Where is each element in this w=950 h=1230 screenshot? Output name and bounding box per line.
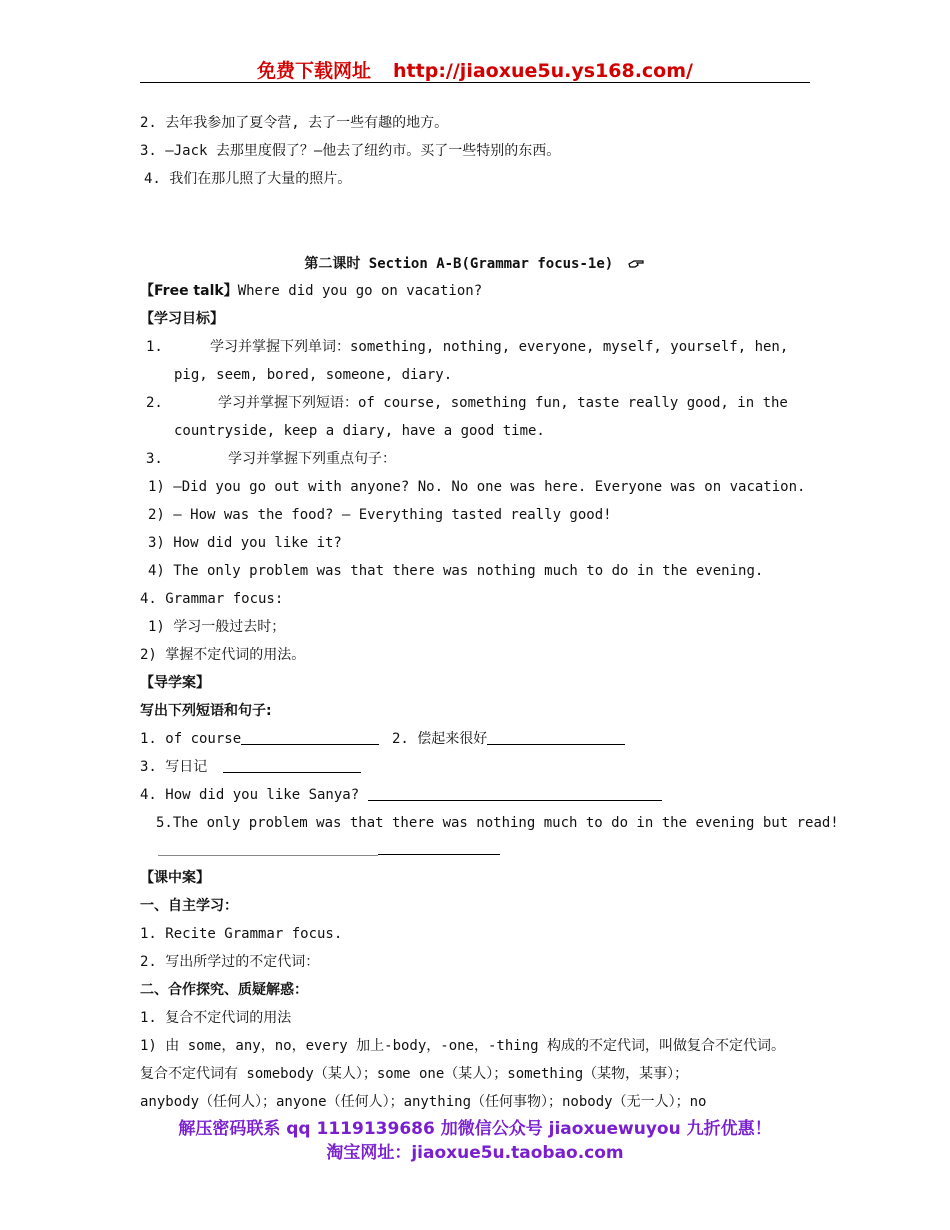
exercise-q1-text: 1. of course [140,731,242,747]
part2-paragraph: 复合不定代词有 somebody（某人）；some one（某人）；something（某物，某事）； [140,1066,689,1082]
part2-paragraph: 1) 由 some，any，no，every 加上-body，-one，-thing 构成的不定代词，叫做复合不定代词。 [140,1038,786,1054]
key-sentence: 2) — How was the food? — Everything tasted really good! [148,507,612,523]
goals-label: 【学习目标】 [140,311,224,327]
goal-text: 学习并掌握下列短语：of course, something fun, taste really good, in the [218,395,788,411]
part2-paragraph: anybody（任何人）；anyone（任何人）；anything（任何事物）；nobody（无一人）；no [140,1094,707,1110]
header-url-link[interactable]: http://jiaoxue5u.ys168.com/ [393,60,693,82]
guide-label: 【导学案】 [140,675,210,691]
goal-number: 2. [146,395,163,411]
exercise-q4-text: 4. How did you like Sanya? [140,787,360,803]
free-talk-text: Where did you go on vacation? [237,283,483,299]
goal-text-continued: countryside, keep a diary, have a good time. [174,423,545,439]
free-talk-label: 【Free talk】 [140,283,238,299]
footer-shop-link[interactable]: 淘宝网址：jiaoxue5u.taobao.com [326,1143,624,1163]
answer-blank[interactable] [241,730,379,745]
answer-blank[interactable] [487,730,625,745]
pointing-hand-icon [628,257,646,269]
part2-item: 1. 复合不定代词的用法 [140,1010,292,1026]
exercise-q2-text: 2. 偿起来很好 [392,731,488,747]
exercise-q3 [140,758,361,776]
key-sentence: 1) —Did you go out with anyone? No. No one was here. Everyone was on vacation. [148,479,806,495]
exercise-q1 [140,730,379,748]
answer-blank[interactable] [223,758,361,773]
answer-blank[interactable] [368,786,662,801]
header-rule [140,82,810,83]
top-list-item: 2. 去年我参加了夏令营, 去了一些有趣的地方。 [140,115,449,131]
page-header [0,56,950,83]
exercise-q2 [392,730,625,748]
grammar-item: 2) 掌握不定代词的用法。 [140,647,306,663]
part1-heading: 一、自主学习： [140,898,238,914]
exercise-q3-text: 3. 写日记 [140,759,208,775]
exercise-q5: 5.The only problem was that there was nothing much to do in the evening but read! [156,815,839,831]
goal-text: 学习并掌握下列重点句子： [228,451,396,467]
part1-item: 1. Recite Grammar focus. [140,926,343,942]
part1-item: 2. 写出所学过的不定代词： [140,954,320,970]
guide-instruction: 写出下列短语和句子: [140,703,272,719]
footer-contact: 解压密码联系 qq 1119139686 加微信公众号 jiaoxuewuyou 九折优惠！ [178,1119,772,1139]
goal-number: 1. [146,339,163,355]
grammar-focus-label: 4. Grammar focus: [140,591,284,607]
exercise-q4 [140,786,662,804]
answer-blank-bold [378,854,500,855]
part2-heading: 二、合作探究、质疑解惑： [140,982,308,998]
goal-number: 3. [146,451,163,467]
section-title [0,253,950,273]
key-sentence: 4) The only problem was that there was nothing much to do in the evening. [148,563,764,579]
answer-blank[interactable] [158,855,378,856]
key-sentence: 3) How did you like it? [148,535,342,551]
grammar-item: 1) 学习一般过去时； [148,619,286,635]
class-label: 【课中案】 [140,870,210,886]
header-label: 免费下载网址 [257,60,372,82]
goal-text-continued: pig, seem, bored, someone, diary. [174,367,453,383]
top-list-item: 3. —Jack 去那里度假了？—他去了纽约市。买了一些特别的东西。 [140,143,561,159]
top-list-item: 4. 我们在那儿照了大量的照片。 [144,171,352,187]
free-talk-line [140,282,482,300]
section-title-text: 第二课时 Section A-B(Grammar focus-1e) [304,256,614,272]
goal-text: 学习并掌握下列单词：something, nothing, everyone, myself, yourself, hen, [210,339,789,355]
